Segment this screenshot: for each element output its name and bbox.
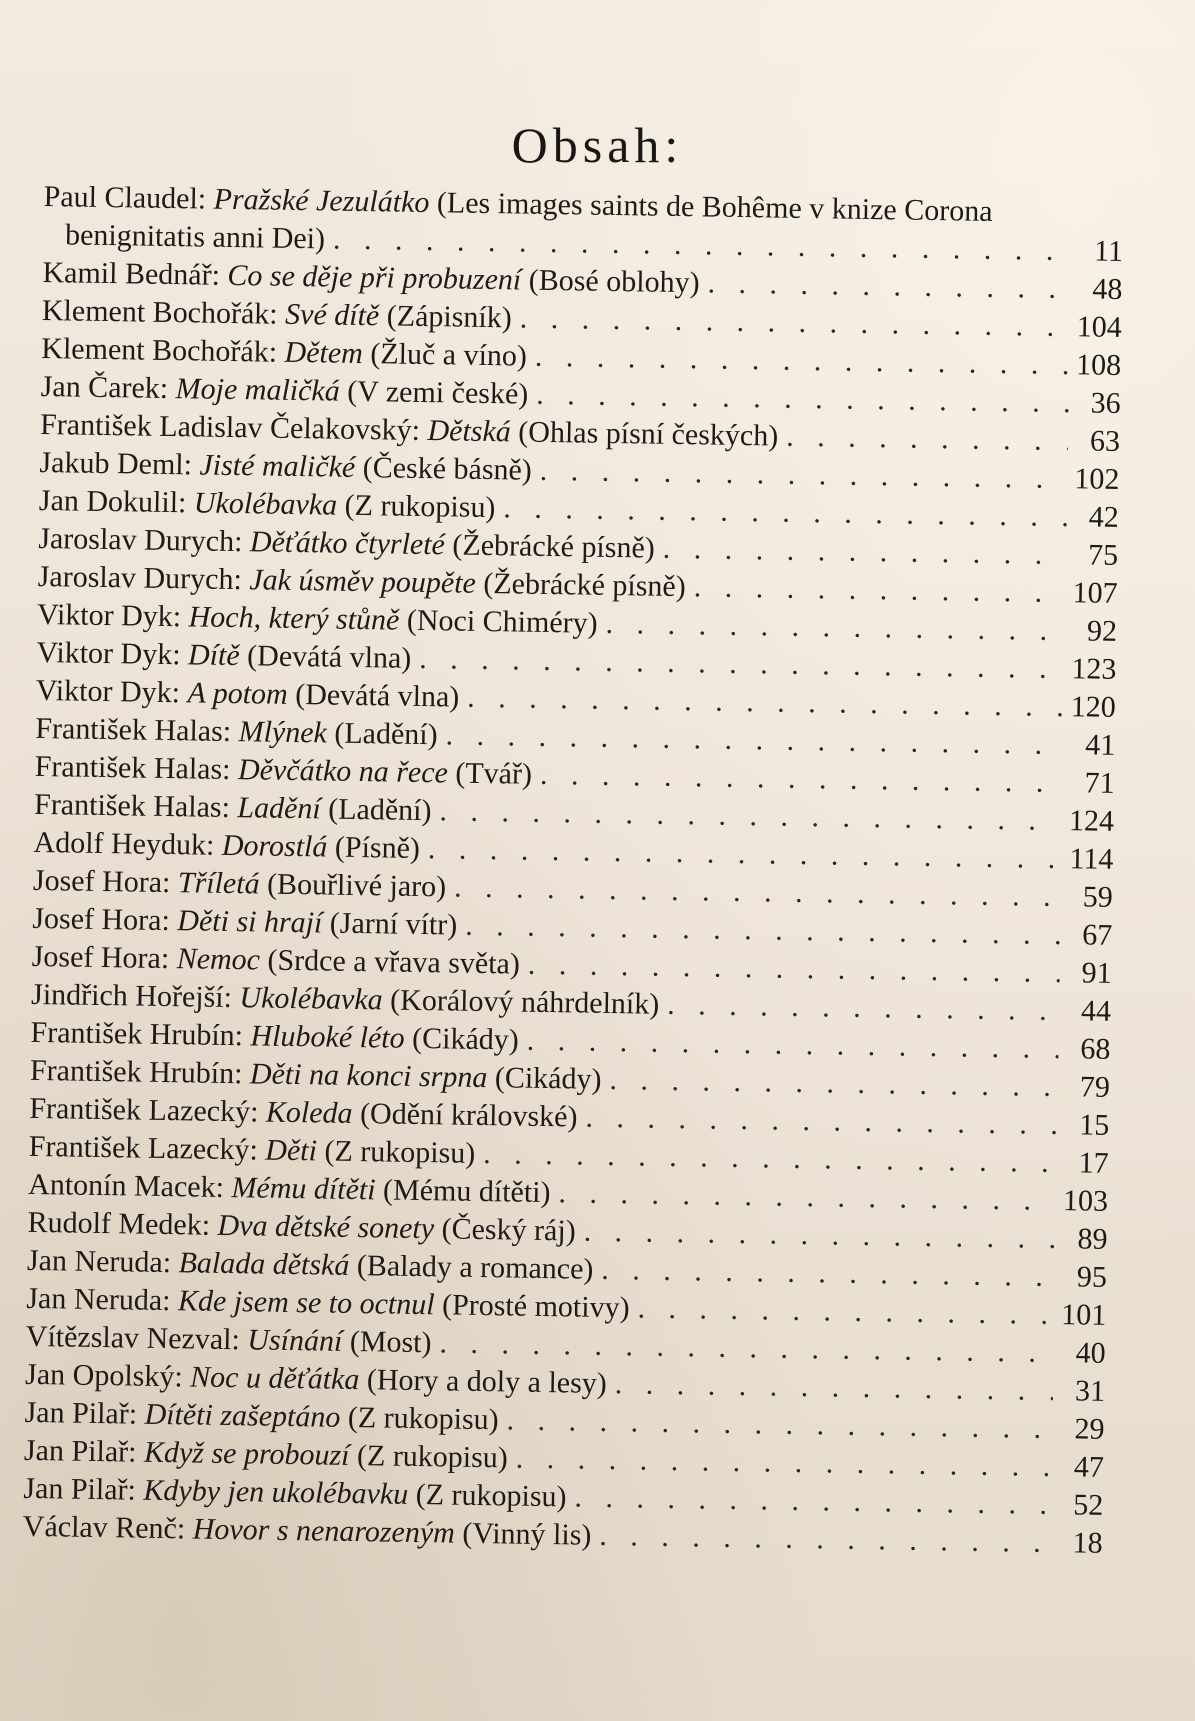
toc-work-title: Své dítě (284, 297, 380, 333)
toc-source-continued: benignitatis anni Dei) (64, 218, 326, 256)
toc-work-title: Jak úsměv poupěte (249, 563, 477, 600)
toc-author: Kamil Bednář: (42, 255, 221, 292)
toc-page-number: 36 (1090, 386, 1121, 420)
toc-source: (Devátá vlna) (294, 678, 460, 714)
toc-work-title: Noc u děťátka (189, 1360, 360, 1397)
toc-work-title: Hovor s nenarozeným (192, 1512, 456, 1550)
toc-author: František Halas: (34, 749, 231, 787)
toc-source: (Ohlas písní českých) (518, 415, 779, 453)
toc-source: (Korálový náhrdelník) (389, 983, 660, 1021)
toc-source: (Český ráj) (441, 1212, 576, 1248)
toc-page-number: 124 (1068, 804, 1115, 838)
toc-author: Josef Hora: (31, 939, 170, 976)
toc-entry-text (33, 862, 447, 906)
toc-source: (Cikády) (411, 1021, 520, 1057)
toc-work-title: Ladění (237, 791, 322, 826)
toc-source: (Z rukopisu) (347, 1400, 499, 1437)
toc-author: František Hrubín: (30, 1015, 244, 1053)
toc-page-number: 123 (1071, 652, 1117, 686)
toc-page-number: 11 (1093, 234, 1124, 268)
toc-source: (Z rukopisu) (324, 1134, 476, 1170)
toc-work-title: Dítěti zašeptáno (144, 1397, 341, 1434)
toc-page-number: 15 (1078, 1108, 1110, 1142)
toc-page-number: 48 (1092, 272, 1123, 306)
toc-author: Jan Opolský: (24, 1357, 183, 1394)
toc-author: Jakub Deml: (39, 445, 193, 482)
toc-source: (Balady a romance) (356, 1249, 594, 1286)
toc-work-title: Hluboké léto (250, 1019, 405, 1055)
toc-work-title: Děťátko čtyrleté (249, 525, 446, 562)
toc-author: Klement Bochořák: (41, 293, 278, 331)
toc-page-number: 92 (1086, 614, 1118, 648)
toc-source: (Zápisník) (386, 299, 512, 335)
toc-source: (Žluč a víno) (370, 337, 528, 373)
toc-page-number: 91 (1081, 956, 1112, 990)
toc-source: (Žebrácké písně) (483, 566, 687, 604)
toc-dot-leader (667, 986, 1059, 1030)
toc-source: (Srdce a vřava světa) (267, 943, 521, 981)
toc-work-title: Když se probouzí (143, 1435, 350, 1472)
toc-author: František Ladislav Čelakovský: (39, 407, 421, 447)
toc-page-number: 75 (1087, 538, 1119, 572)
toc-author: Jan Pilař: (23, 1471, 137, 1507)
toc-work-title: Usínání (247, 1323, 343, 1358)
toc-page-number: 47 (1073, 1450, 1105, 1484)
toc-author: Klement Bochořák: (41, 331, 278, 369)
toc-work-title: Děvčátko na řece (237, 753, 449, 790)
toc-page-number: 114 (1069, 842, 1114, 876)
toc-author: Jaroslav Durych: (38, 521, 243, 559)
toc-entry-text (32, 900, 457, 945)
toc-source: (Písně) (334, 830, 421, 865)
toc-page-number: 104 (1076, 310, 1123, 344)
toc-dot-leader (637, 1289, 1053, 1334)
toc-work-title: Kde jsem se to octnul (177, 1284, 435, 1322)
toc-work-title: Mlýnek (238, 715, 328, 750)
toc-source: (Devátá vlna) (246, 639, 412, 675)
toc-page-number: 42 (1088, 500, 1120, 534)
toc-source: (Jarní vítr) (329, 906, 458, 942)
toc-work-title: Balada dětská (178, 1246, 350, 1282)
toc-work-title: Děti na konci srpna (249, 1057, 488, 1095)
toc-work-title: Dorostlá (221, 828, 328, 864)
toc-page-number: 52 (1073, 1488, 1104, 1522)
toc-page-number: 67 (1081, 918, 1113, 952)
toc-work-title: Jisté maličké (199, 448, 356, 484)
toc-author: Václav Renč: (22, 1509, 186, 1546)
toc-source: (Hory a doly a lesy) (366, 1363, 608, 1400)
toc-page-number: 102 (1074, 462, 1120, 496)
toc-source: (Mému dítěti) (382, 1173, 551, 1210)
toc-dot-leader (662, 530, 1066, 574)
toc-source: (Most) (349, 1324, 432, 1360)
toc-entry-text (35, 710, 438, 754)
toc-page-number: 95 (1076, 1260, 1108, 1294)
toc-work-title: Hoch, který stůně (188, 600, 400, 637)
toc-source: (Noci Chiméry) (406, 603, 598, 640)
toc-page-number: 29 (1074, 1412, 1105, 1446)
toc-source: (Odění královské) (359, 1097, 578, 1134)
toc-page-number: 79 (1079, 1070, 1111, 1104)
toc-work-title: Ukolébavka (239, 981, 383, 1017)
toc-source: (Z rukopisu) (344, 488, 496, 525)
toc-work-title: Dítě (187, 638, 240, 673)
toc-entry-text (25, 1318, 431, 1362)
toc-source: (Ladění) (328, 792, 432, 828)
toc-page-number: 41 (1084, 728, 1116, 762)
toc-work-title: Tříletá (177, 866, 260, 901)
toc-author: František Halas: (33, 787, 231, 824)
toc-page-number: 103 (1062, 1184, 1109, 1218)
toc-author: František Lazecký: (29, 1091, 259, 1129)
toc-work-title: Kdyby jen ukolébavku (143, 1473, 409, 1511)
toc-author: František Hrubín: (29, 1053, 243, 1091)
toc-dot-leader (786, 418, 1068, 460)
toc-author: Jan Neruda: (26, 1281, 171, 1318)
toc-entry-text (23, 1508, 592, 1555)
toc-source: (Ladění) (334, 716, 438, 752)
toc-author: Josef Hora: (32, 863, 171, 900)
toc-page-number: 17 (1078, 1146, 1109, 1180)
toc-dot-leader (599, 1517, 1051, 1562)
toc-source: (Cikády) (494, 1061, 602, 1096)
toc-page-number: 101 (1061, 1298, 1107, 1332)
toc-page-number: 59 (1082, 880, 1114, 914)
toc-author: Jan Čarek: (40, 369, 169, 405)
toc-work-title: Děti (265, 1133, 318, 1168)
toc-page-number: 44 (1080, 994, 1112, 1028)
toc-work-title: Dětská (427, 414, 512, 449)
toc-work-title: A potom (187, 676, 289, 711)
toc-dot-leader (693, 568, 1064, 612)
toc-page-number: 71 (1084, 766, 1115, 800)
toc-source: (Prosté motivy) (441, 1288, 630, 1325)
toc-source: (V zemi české) (347, 374, 529, 411)
toc-author: František Halas: (35, 711, 232, 749)
toc-author: Vítězslav Nezval: (25, 1319, 241, 1357)
toc-dot-leader (707, 264, 1070, 308)
toc-source: (České básně) (362, 451, 533, 487)
toc-source: (Z rukopisu) (356, 1439, 509, 1475)
toc-author: Antonín Macek: (27, 1167, 225, 1204)
toc-author: Viktor Dyk: (36, 635, 181, 672)
toc-source: (Z rukopisu) (415, 1478, 567, 1514)
toc-author: Jaroslav Durych: (37, 559, 243, 597)
toc-author: Viktor Dyk: (35, 673, 181, 710)
toc-source: (Bosé oblohy) (528, 263, 700, 300)
toc-entry-text (33, 824, 420, 868)
toc-page-number: 89 (1077, 1222, 1108, 1256)
toc-page-number: 68 (1080, 1032, 1111, 1066)
toc-source: (Bouřlivé jaro) (266, 867, 447, 904)
toc-author: Jan Neruda: (26, 1243, 172, 1280)
toc-work-title: Ukolébavka (193, 486, 338, 522)
toc-page-number: 31 (1074, 1374, 1106, 1408)
toc-entry-text (34, 786, 432, 830)
toc-work-title: Moje maličká (175, 372, 341, 408)
toc-author: Viktor Dyk: (36, 597, 182, 634)
toc-page-number: 120 (1070, 690, 1117, 724)
toc-work-title: Pražské Jezulátko (213, 182, 430, 220)
toc-page-number: 18 (1072, 1526, 1103, 1560)
toc-source: (Les images saints de Bohême v knize Corona (436, 186, 993, 228)
toc-author: Jan Dokulil: (38, 483, 187, 520)
toc-source: (Vinný lis) (462, 1516, 592, 1552)
toc-author: Jan Pilař: (23, 1433, 137, 1469)
toc-entry-text (36, 634, 411, 678)
toc-author: Rudolf Medek: (27, 1205, 211, 1242)
toc-page-number: 63 (1089, 424, 1121, 458)
toc-page-number: 40 (1075, 1336, 1106, 1370)
toc-work-title: Koleda (265, 1095, 353, 1130)
table-of-contents (23, 178, 1124, 1563)
toc-work-title: Co se děje při probuzení (227, 258, 522, 297)
toc-source: (Žebrácké písně) (452, 528, 656, 565)
toc-work-title: Dětem (284, 335, 364, 371)
toc-entry-text (36, 672, 460, 717)
toc-author: Jindřich Hořejší: (30, 977, 233, 1015)
toc-author: Adolf Heyduk: (33, 825, 215, 862)
toc-source: (Tvář) (455, 756, 533, 791)
toc-work-title: Mému dítěti (231, 1171, 376, 1207)
toc-work-title: Nemoc (176, 942, 261, 977)
toc-page-number: 108 (1075, 348, 1122, 382)
toc-work-title: Dva dětské sonety (217, 1208, 435, 1246)
toc-author: Paul Claudel: (43, 179, 207, 216)
toc-work-title: Děti si hrají (177, 904, 323, 940)
toc-author: Josef Hora: (32, 901, 171, 938)
toc-page-number: 107 (1072, 576, 1118, 610)
toc-author: František Lazecký: (28, 1129, 259, 1167)
toc-author: Jan Pilař: (24, 1395, 138, 1431)
page-title: Obsah: (511, 116, 684, 173)
